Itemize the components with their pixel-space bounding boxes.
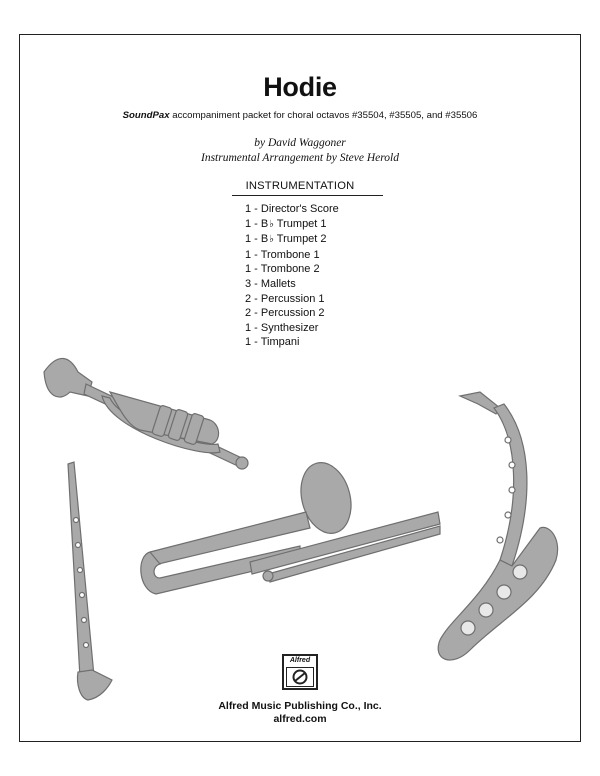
list-item: 2 - Percussion 2 [245,307,325,320]
arranger-credit: Instrumental Arrangement by Steve Herold [200,152,399,164]
clarinet-illustration [68,462,112,700]
list-item: 1 - Timpani [245,336,300,349]
list-item: 2 - Percussion 1 [245,292,325,305]
part-count: 1 - B [245,217,269,230]
trumpet-illustration [44,358,248,469]
logo-text: Alfred [289,657,311,664]
saxophone-illustration [438,392,557,660]
publisher-url[interactable]: alfred.com [273,713,327,725]
part-name: Trumpet 2 [273,233,327,246]
list-item: 3 - Mallets [245,277,296,290]
part-count: 1 - B [245,233,269,246]
subtitle-text: accompaniment packet for choral octavos #35504, #35505, and #35506 [169,110,478,121]
trombone-illustration [141,457,440,594]
publisher-name: Alfred Music Publishing Co., Inc. [218,700,382,712]
publisher-logo [282,654,318,690]
part-name: Trumpet 1 [273,217,327,230]
flat-sign: ♭ [269,218,274,230]
page-title: Hodie [263,72,337,102]
list-item: 1 - Trombone 1 [245,248,320,261]
instrumentation-heading: INSTRUMENTATION [245,180,355,192]
list-item: 1 - Synthesizer [245,321,319,334]
composer-credit: by David Waggoner [254,137,346,149]
list-item: 1 - Director's Score [245,203,339,215]
list-item: 1 - Trombone 2 [245,263,320,276]
logo-emblem-icon [286,667,314,687]
brand-name: SoundPax [122,110,170,121]
flat-sign: ♭ [269,234,274,246]
publisher-info [0,700,600,726]
